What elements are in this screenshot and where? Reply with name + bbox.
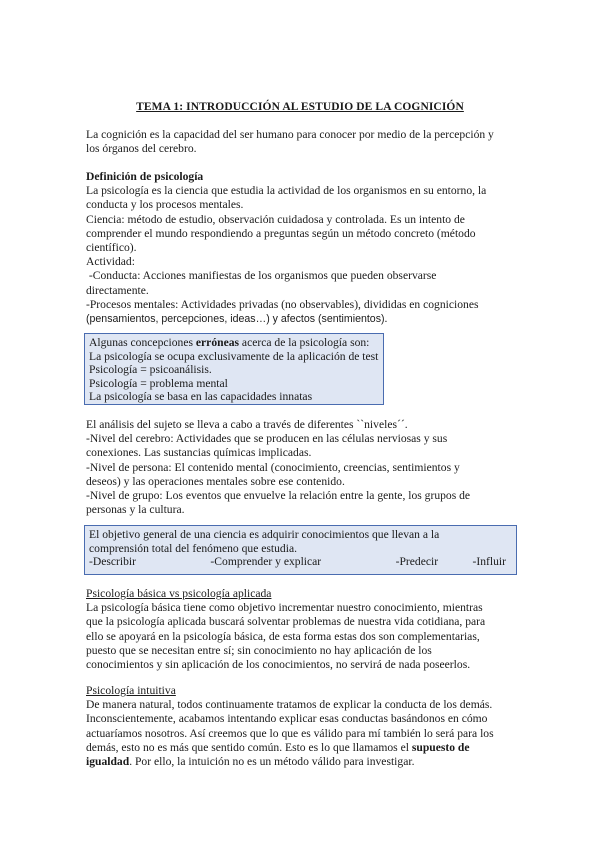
text-line: De manera natural, todos continuamente tratamos de explicar la conducta de los demás. (86, 698, 493, 712)
text-bold: erróneas (195, 336, 240, 349)
text-line: conducta y los procesos mentales. (86, 198, 244, 212)
text-line: El análisis del sujeto se lleva a cabo a través de diferentes ``niveles´´. (86, 418, 408, 431)
text-line: conexiones. Las sustancias químicas implicadas. (86, 446, 312, 460)
text-line: puesto que se necesitan entre sí; sin conocimiento no hay aplicación de los (86, 643, 432, 657)
list-item: Psicología = problema mental (89, 376, 228, 390)
text-line: científico). (86, 241, 137, 255)
text-line: ello se apoyará en la psicología básica, de esta forma estas dos son complementarias, (86, 629, 480, 643)
misconceptions-box (84, 333, 384, 405)
text-span: . (384, 312, 388, 326)
text-span: Algunas concepciones (89, 336, 196, 349)
list-item: Psicología = psicoanálisis. (89, 363, 212, 377)
objectives-box (84, 525, 517, 575)
intro-paragraph (86, 128, 516, 156)
text-line: -Nivel de grupo: Los eventos que envuelve la relación entre la gente, los grupos de (86, 489, 471, 503)
box-heading (89, 336, 379, 350)
text-line: La psicología básica tiene como objetivo incrementar nuestro conocimiento, mientras (86, 601, 483, 615)
levels-section (86, 418, 516, 517)
text-line: La psicología es la ciencia que estudia la actividad de los organismos en su entorno, la (86, 184, 487, 198)
section-heading: Definición de psicología (86, 170, 204, 183)
section-heading: Psicología intuitiva (86, 684, 176, 697)
text-line: -Nivel de persona: El contenido mental (conocimiento, creencias, sentimientos y (86, 460, 460, 474)
goal-item: -Predecir (395, 555, 439, 569)
text-line: La cognición es la capacidad del ser humano para conocer por medio de la percepción y (86, 128, 494, 141)
text-bold: igualdad (86, 755, 130, 769)
list-item: La psicología se ocupa exclusivamente de la aplicación de test (89, 349, 379, 363)
text-line: directamente. (86, 283, 149, 297)
text-line: Actividad: (86, 255, 135, 269)
text-line: comprensión total del fenómeno que estudia. (89, 541, 297, 555)
text-line (86, 755, 516, 769)
text-line: El objetivo general de una ciencia es adquirir conocimientos que llevan a la (89, 528, 440, 541)
section-heading: Psicología básica vs psicología aplicada (86, 587, 272, 600)
text-span: demás, esto no es más que sentido común. Esto es lo que llamamos el (86, 740, 412, 754)
text-line: conocimientos y sin aplicación de los conocimientos, no servirá de nada poseerlos. (86, 658, 471, 672)
text-line: que la psicología aplicada buscará solventar problemas de nuestra vida cotidiana, para (86, 615, 486, 629)
text-bold: supuesto de (411, 740, 470, 754)
text-span: (pensamientos, percepciones, ideas…) y afectos (sentimientos) (86, 313, 385, 326)
text-line: -Conducta: Acciones manifiestas de los organismos que pueden observarse (86, 269, 437, 283)
text-line: comprender el mundo respondiendo a preguntas según un método concreto (método (86, 226, 476, 240)
text-line: -Nivel del cerebro: Actividades que se producen en las células nerviosas y sus (86, 432, 448, 446)
text-line: Ciencia: método de estudio, observación cuidadosa y controlada. Es un intento de (86, 212, 465, 226)
text-line: Inconscientemente, acabamos intentando explicar esas conductas basándonos en cómo (86, 712, 488, 726)
text-line: los órganos del cerebro. (86, 142, 197, 156)
text-line: personas y la cultura. (86, 503, 185, 517)
text-line (86, 312, 516, 326)
goals-row (89, 555, 512, 569)
text-span: . Por ello, la intuición no es un método válido para investigar. (129, 755, 415, 769)
basic-vs-applied-section (86, 587, 516, 672)
goal-item: -Describir (89, 555, 136, 569)
page-title: TEMA 1: INTRODUCCIÓN AL ESTUDIO DE LA COGNICIÓN (136, 101, 464, 113)
goal-item: -Influir (472, 555, 506, 569)
goal-item: -Comprender y explicar (210, 555, 322, 569)
text-line: -Procesos mentales: Actividades privadas (no observables), divididas en cogniciones (86, 297, 479, 311)
list-item: La psicología se basa en las capacidades innatas (89, 390, 313, 404)
text-line (86, 741, 516, 755)
intuitive-section (86, 684, 516, 769)
text-line: deseos) y las operaciones mentales sobre ese contenido. (86, 474, 345, 488)
definition-section (86, 170, 516, 326)
text-span: acerca de la psicología son: (239, 336, 370, 349)
text-line: actuaríamos nosotros. Así creemos que lo que es válido para mí también lo será para los (86, 726, 494, 740)
